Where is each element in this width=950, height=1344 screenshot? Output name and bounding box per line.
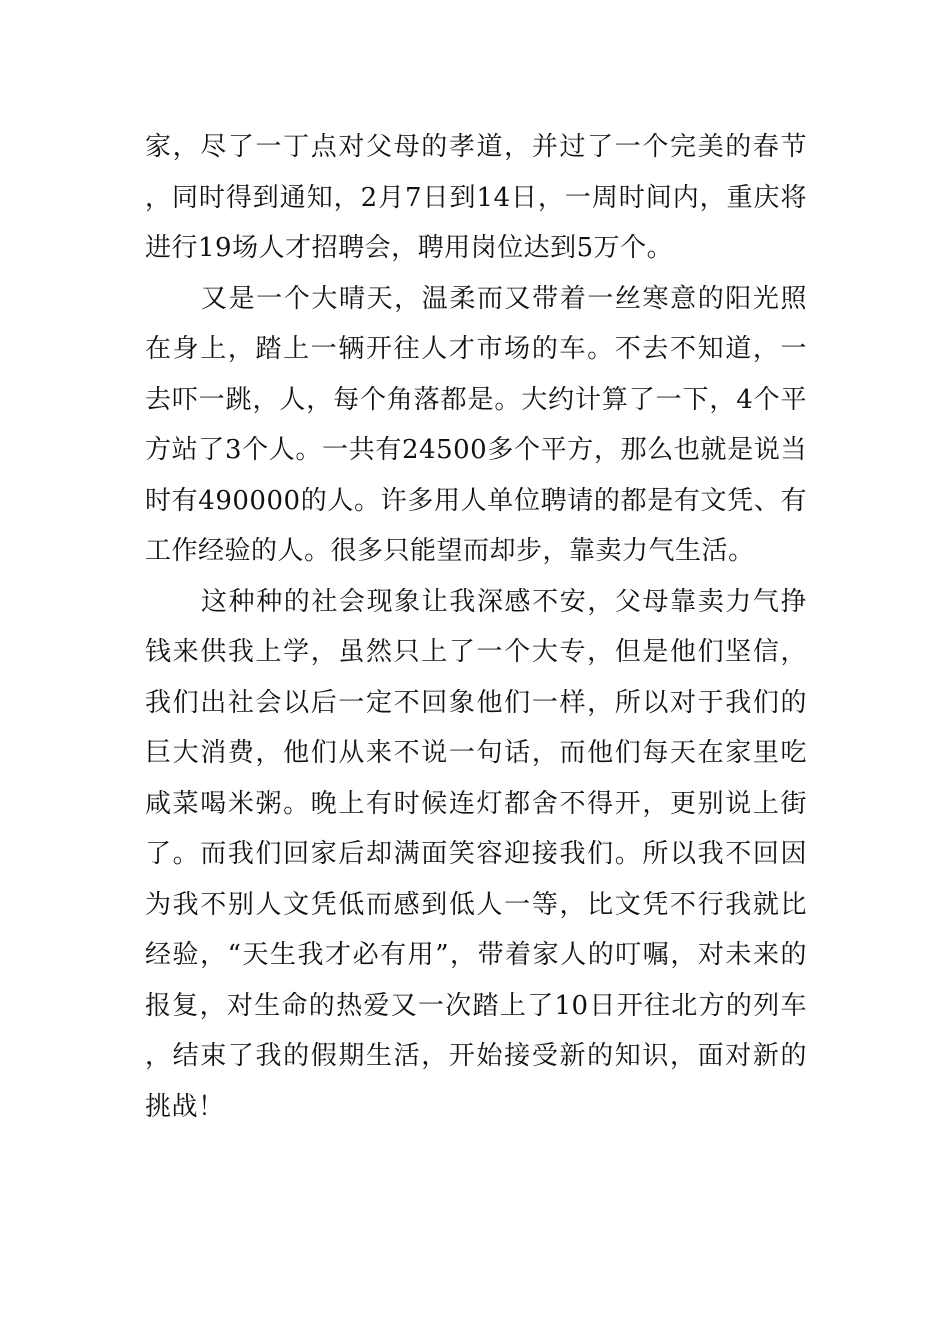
paragraph-1: 家，尽了一丁点对父母的孝道，并过了一个完美的春节，同时得到通知，2月7日到14日，一周时间内，重庆将进行19场人才招聘会，聘用岗位达到5万个。 [145,132,807,263]
document-body [145,122,807,1132]
paragraph-2: 又是一个大晴天，温柔而又带着一丝寒意的阳光照在身上，踏上一辆开往人才市场的车。不去不知道，一去吓一跳，人，每个角落都是。大约计算了一下，4个平方站了3个人。一共有24500多个平方，那么也就是说当时有490000的人。许多用人单位聘请的都是有文凭、有工作经验的人。很多只能望而却步，靠卖力气生活。 [145,283,807,566]
paragraph-3: 这种种的社会现象让我深感不安，父母靠卖力气挣钱来供我上学，虽然只上了一个大专，但是他们坚信，我们出社会以后一定不回象他们一样，所以对于我们的巨大消费，他们从来不说一句话，而他们每天在家里吃咸菜喝米粥。晚上有时候连灯都舍不得开，更别说上街了。而我们回家后却满面笑容迎接我们。所以我不回因为我不别人文凭低而感到低人一等，比文凭不行我就比经验，“天生我才必有用”，带着家人的叮嘱，对未来的报复，对生命的热爱又一次踏上了10日开往北方的列车，结束了我的假期生活，开始接受新的知识，面对新的挑战！ [145,586,807,1122]
